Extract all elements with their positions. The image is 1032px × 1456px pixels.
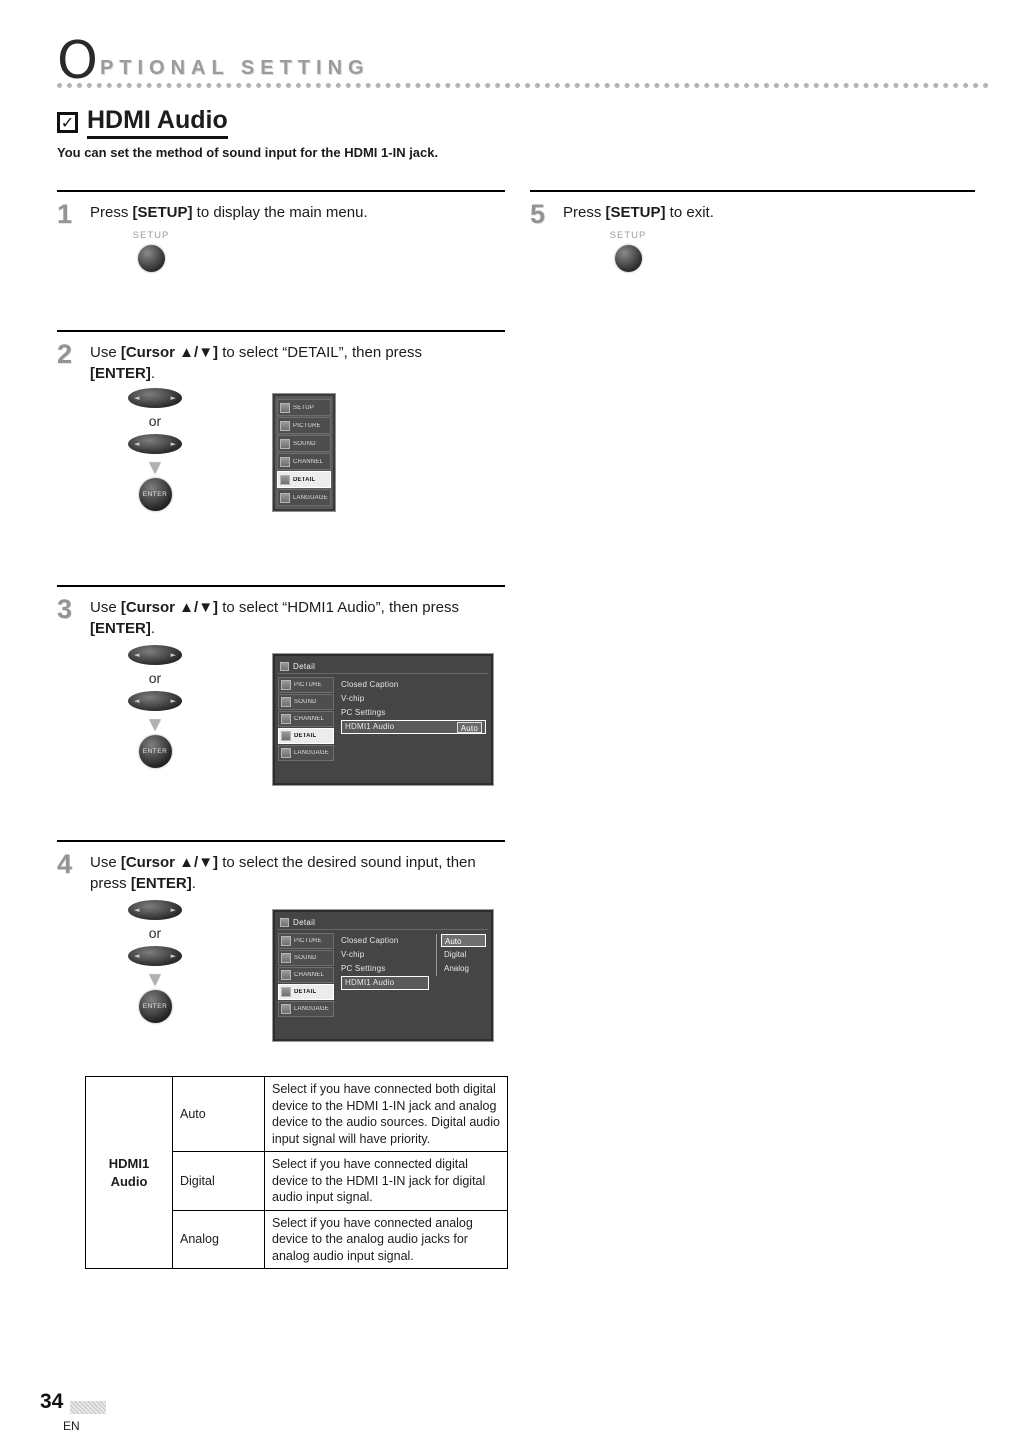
osd-heading-bar — [278, 659, 488, 674]
text-run: Press — [563, 204, 606, 221]
menu-item-icon — [281, 697, 291, 707]
left-arrow-icon: ◄ — [134, 393, 140, 402]
step-2 — [57, 330, 505, 585]
text-run-bold: [SETUP] — [132, 204, 193, 221]
text-run: Use — [90, 854, 121, 871]
step-5-head — [530, 201, 975, 228]
menu-item-label: SOUND — [294, 699, 317, 705]
step-5-number: 5 — [530, 199, 546, 229]
step-3-head — [57, 596, 505, 640]
option-cell: Auto — [173, 1077, 265, 1152]
text-run-bold: [Cursor ▲/▼] — [120, 599, 219, 616]
menu-item-label: PICTURE — [293, 422, 321, 429]
left-arrow-icon: ◄ — [134, 650, 140, 659]
text-run: . — [150, 620, 155, 638]
enter-button-icon — [139, 478, 172, 511]
text-run: to select the desired sound input, then press — [90, 854, 476, 893]
menu-item-label: SOUND — [293, 440, 316, 447]
menu-item-icon — [280, 493, 290, 503]
step-4-number: 4 — [57, 849, 73, 879]
cursor-buttons-illustration — [123, 645, 187, 768]
step-5-text — [563, 201, 714, 228]
step-4-text — [90, 851, 490, 895]
osd-detail-item: Closed Caption — [341, 680, 399, 689]
step-2-text — [90, 341, 490, 385]
cursor-rocker-icon — [128, 946, 182, 966]
menu-item-icon — [281, 953, 291, 963]
menu-item-icon — [281, 714, 291, 724]
language-label: EN — [63, 1419, 80, 1433]
text-run-bold: [SETUP] — [605, 204, 666, 221]
option-cell: Digital — [173, 1152, 265, 1211]
menu-item-icon — [281, 680, 291, 690]
osd-detail-item-label: HDMI1 Audio — [345, 722, 395, 731]
or-label: or — [148, 925, 162, 941]
menu-item-icon — [280, 421, 290, 431]
title-row — [57, 106, 228, 139]
osd-detail-item-label: HDMI1 Audio — [345, 978, 395, 987]
osd-menu-row — [278, 745, 334, 761]
osd-dropdown-option: Digital — [444, 950, 467, 959]
text-run-bold: [ENTER] — [130, 875, 192, 893]
osd-dropdown-option-selected: Auto — [441, 934, 486, 947]
description-cell: Select if you have connected analog device to the analog audio jacks for analog audio input signal. — [265, 1210, 508, 1269]
step-3-number: 3 — [57, 594, 73, 624]
osd-detail-item: V-chip — [341, 950, 365, 959]
osd-menu-row — [278, 933, 334, 949]
osd-menu-row — [277, 489, 331, 506]
text-run: to display the main menu. — [192, 204, 368, 221]
menu-item-icon — [280, 457, 290, 467]
osd-detail-dropdown-screenshot — [273, 910, 493, 1041]
step-2-number: 2 — [57, 339, 73, 369]
left-arrow-icon: ◄ — [134, 696, 140, 705]
step-1 — [57, 190, 505, 330]
osd-detail-item: PC Settings — [341, 964, 386, 973]
down-arrow-icon: ▼ — [149, 458, 161, 476]
setup-button-icon — [138, 245, 165, 272]
setup-button-illustration — [127, 230, 175, 277]
text-run: to exit. — [665, 204, 714, 221]
text-run: . — [191, 875, 196, 893]
osd-heading: Detail — [293, 917, 316, 927]
section-title: PTIONAL SETTING — [99, 57, 370, 79]
option-cell: Analog — [173, 1210, 265, 1269]
description-cell: Select if you have connected digital device to the HDMI 1-IN jack for digital audio input signal. — [265, 1152, 508, 1211]
menu-item-label: PICTURE — [294, 938, 322, 944]
cursor-rocker-icon — [128, 645, 182, 665]
left-arrow-icon: ◄ — [134, 905, 140, 914]
description-cell: Select if you have connected both digital device to the HDMI 1-IN jack and analog device to the audio sources. Digital audio input signal will have priority. — [265, 1077, 508, 1152]
down-arrow-icon: ▼ — [149, 715, 161, 733]
cursor-rocker-icon — [128, 434, 182, 454]
osd-heading-bar — [278, 915, 488, 930]
enter-button-label: ENTER — [142, 748, 168, 755]
text-run: Use — [90, 344, 121, 361]
menu-item-label: DETAIL — [294, 989, 317, 995]
osd-menu-row-highlighted — [277, 471, 331, 488]
enter-button-label: ENTER — [142, 1003, 168, 1010]
table-row-header: HDMI1 Audio — [86, 1077, 173, 1269]
osd-menu-row-highlighted — [278, 728, 334, 744]
setup-button-icon — [615, 245, 642, 272]
down-arrow-icon: ▼ — [149, 970, 161, 988]
cursor-rocker-icon — [128, 900, 182, 920]
osd-detail-menu-screenshot — [273, 654, 493, 785]
left-arrow-icon: ◄ — [134, 951, 140, 960]
checkbox-checked-icon: ✓ — [57, 112, 78, 133]
osd-menu-row — [278, 677, 334, 693]
osd-sidebar — [278, 930, 334, 1040]
right-arrow-icon: ► — [170, 696, 176, 705]
step-3-text — [90, 596, 490, 640]
menu-tab-icon — [280, 662, 289, 671]
osd-detail-item: Closed Caption — [341, 936, 399, 945]
osd-detail-item-selected — [341, 976, 429, 990]
menu-item-icon — [281, 1004, 291, 1014]
or-label: or — [148, 413, 162, 429]
osd-detail-item-value: Auto — [457, 722, 482, 733]
osd-detail-items — [334, 674, 488, 784]
menu-item-label: PICTURE — [294, 682, 322, 688]
step-1-number: 1 — [57, 199, 73, 229]
table-row — [86, 1077, 508, 1152]
enter-button-icon — [139, 990, 172, 1023]
osd-dropdown — [436, 934, 486, 976]
menu-item-label: LANGUAGE — [294, 1006, 329, 1012]
setup-button-label: SETUP — [132, 230, 170, 241]
page-title: HDMI Audio — [87, 106, 228, 139]
hdmi-audio-options-table — [85, 1076, 508, 1269]
step-5 — [530, 190, 975, 330]
osd-detail-items — [334, 930, 488, 1040]
osd-body — [278, 930, 488, 1040]
osd-menu-row — [277, 417, 331, 434]
menu-item-label: DETAIL — [293, 476, 316, 483]
section-header — [57, 31, 989, 92]
menu-item-label: LANGUAGE — [294, 750, 329, 756]
step-3 — [57, 585, 505, 840]
right-arrow-icon: ► — [170, 905, 176, 914]
page-subtitle: You can set the method of sound input for the HDMI 1-IN jack. — [57, 145, 439, 160]
step-1-head — [57, 201, 505, 228]
menu-item-icon — [281, 936, 291, 946]
right-arrow-icon: ► — [170, 650, 176, 659]
osd-menu-row — [277, 453, 331, 470]
enter-button-label: ENTER — [142, 491, 168, 498]
page-number: 34 — [40, 1390, 64, 1413]
right-arrow-icon: ► — [170, 951, 176, 960]
osd-menu-row-highlighted — [278, 984, 334, 1000]
osd-heading: Detail — [293, 661, 316, 671]
section-initial-letter: O — [57, 31, 98, 92]
osd-menu-row — [278, 967, 334, 983]
step-4 — [57, 840, 505, 1060]
text-run: to select “DETAIL”, then press — [218, 344, 423, 361]
text-run: Use — [90, 599, 121, 616]
osd-menu-row — [278, 950, 334, 966]
right-arrow-icon: ► — [170, 393, 176, 402]
menu-item-icon — [281, 970, 291, 980]
cursor-rocker-icon — [128, 691, 182, 711]
osd-detail-item-selected — [341, 720, 486, 734]
setup-button-illustration — [604, 230, 652, 277]
menu-item-label: CHANNEL — [293, 458, 324, 465]
menu-item-label: LANGUAGE — [293, 494, 328, 501]
text-run: to select “HDMI1 Audio”, then press — [218, 599, 459, 616]
menu-item-label: CHANNEL — [294, 972, 325, 978]
text-run-bold: [ENTER] — [90, 365, 151, 383]
text-run: Press — [90, 204, 133, 221]
enter-button-icon — [139, 735, 172, 768]
menu-item-label: CHANNEL — [294, 716, 325, 722]
right-arrow-icon: ► — [170, 439, 176, 448]
osd-detail-item: V-chip — [341, 694, 365, 703]
setup-button-label: SETUP — [609, 230, 647, 241]
osd-menu-row — [278, 711, 334, 727]
menu-item-label: SETUP — [293, 404, 315, 411]
cursor-buttons-illustration — [123, 900, 187, 1023]
menu-item-icon — [280, 475, 290, 485]
text-run-bold: [ENTER] — [90, 620, 151, 638]
osd-body — [278, 674, 488, 784]
menu-item-icon — [281, 748, 291, 758]
menu-item-icon — [280, 439, 290, 449]
print-artifact — [70, 1401, 106, 1414]
text-run-bold: [Cursor ▲/▼] — [120, 854, 219, 871]
osd-menu-row — [277, 399, 331, 416]
osd-menu-row — [278, 694, 334, 710]
menu-item-label: SOUND — [294, 955, 317, 961]
menu-item-label: DETAIL — [294, 733, 317, 739]
menu-tab-icon — [280, 918, 289, 927]
menu-item-icon — [280, 403, 290, 413]
osd-main-menu-screenshot — [273, 394, 335, 511]
left-arrow-icon: ◄ — [134, 439, 140, 448]
or-label: or — [148, 670, 162, 686]
step-1-text — [90, 201, 368, 228]
osd-sidebar — [278, 674, 334, 784]
cursor-buttons-illustration — [123, 388, 187, 511]
osd-menu-row — [278, 1001, 334, 1017]
text-run: . — [150, 365, 155, 383]
osd-dropdown-option: Analog — [444, 964, 469, 973]
step-2-head — [57, 341, 505, 385]
text-run-bold: [Cursor ▲/▼] — [120, 344, 219, 361]
osd-detail-item: PC Settings — [341, 708, 386, 717]
menu-item-icon — [281, 731, 291, 741]
menu-item-icon — [281, 987, 291, 997]
cursor-rocker-icon — [128, 388, 182, 408]
osd-menu-row — [277, 435, 331, 452]
step-4-head — [57, 851, 505, 895]
